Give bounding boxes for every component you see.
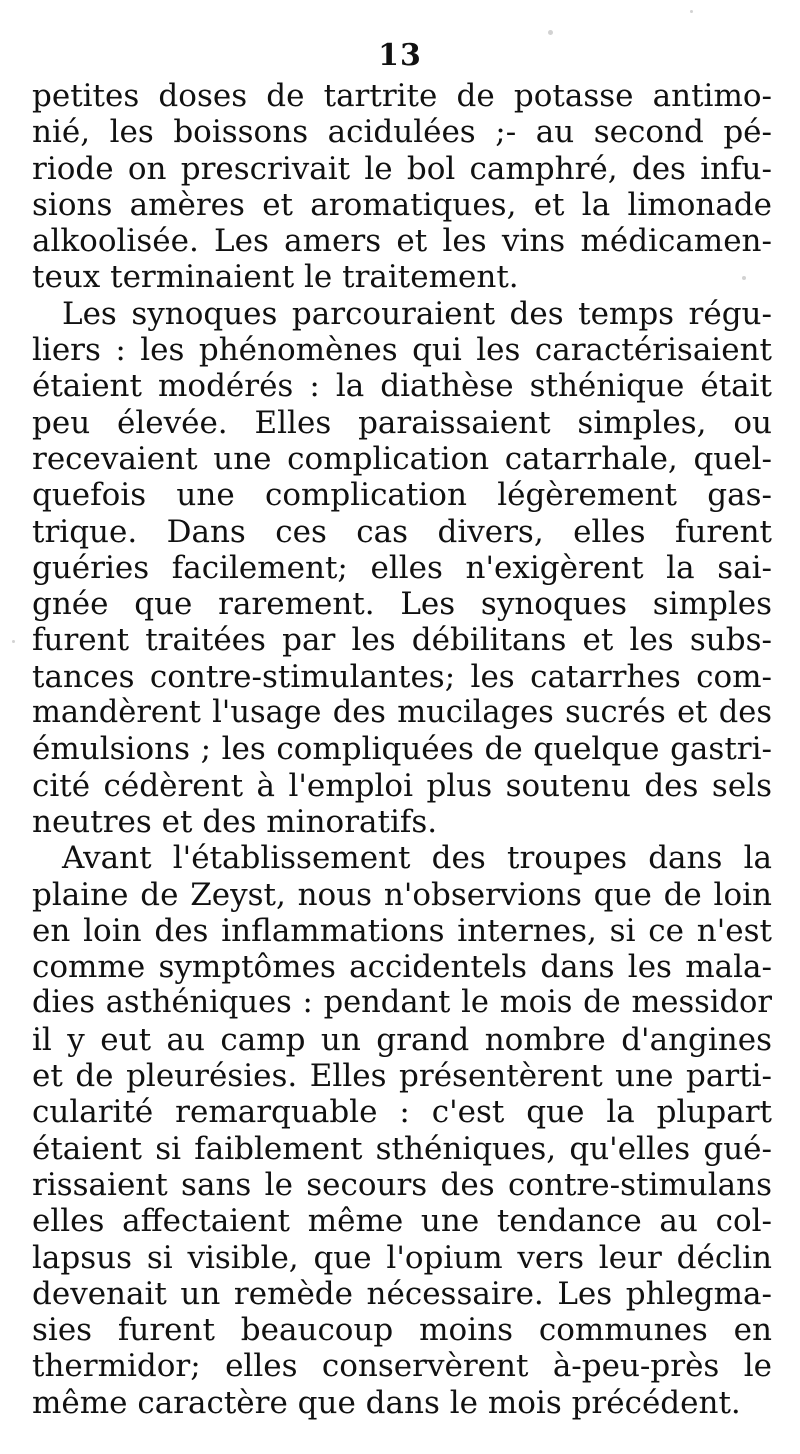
scan-speck [690,10,693,13]
text-line: Avant l'établissement des troupes dans la [62,840,772,877]
text-line: teux terminaient le traitement. [32,259,519,296]
body-text [32,78,772,1421]
text-line: cité cédèrent à l'emploi plus soutenu des sels [32,767,772,804]
text-line: neutres et des minoratifs. [32,803,438,840]
text-line: recevaient une complication catarrhale, quel- [32,440,772,477]
text-line: sions amères et aromatiques, et la limonade [32,186,772,223]
paragraph-1 [32,78,772,296]
text-line: liers : les phénomènes qui les caractérisaient [32,332,772,369]
text-line: plaine de Zeyst, nous n'observions que de loin [32,876,772,913]
text-line: sies furent beaucoup moins communes en [32,1312,772,1349]
text-line: trique. Dans ces cas divers, elles furent [32,513,772,550]
paragraph-3 [32,840,772,1421]
text-line: gnée que rarement. Les synoques simples [32,586,772,623]
scan-speck [12,640,15,643]
text-line: émulsions ; les compliquées de quelque gastri- [32,731,772,768]
text-line: elles affectaient même une tendance au col- [32,1203,772,1240]
text-line: étaient si faiblement sthéniques, qu'elles gué- [32,1130,772,1167]
text-line: étaient modérés : la diathèse sthénique était [32,368,772,405]
text-line: même caractère que dans le mois précédent. [32,1384,741,1421]
text-line: guéries facilement; elles n'exigèrent la sai- [32,549,772,586]
text-line: petites doses de tartrite de potasse antimo- [32,78,772,114]
text-line: peu élevée. Elles paraissaient simples, ou [32,404,772,441]
text-line: il y eut au camp un grand nombre d'angines [32,1021,772,1058]
paragraph-2 [32,296,772,840]
text-line: Les synoques parcouraient des temps régu- [62,295,772,332]
page-number: 13 [378,38,422,73]
text-line: comme symptômes accidentels dans les mala- [32,949,772,986]
text-line: cularité remarquable : c'est que la plupart [32,1094,772,1131]
text-line: lapsus si visible, que l'opium vers leur déclin [32,1239,772,1276]
scan-speck [742,276,746,280]
text-line: devenait un remède nécessaire. Les phlegma- [32,1275,772,1312]
text-line: alkoolisée. Les amers et les vins médicamen- [32,223,772,260]
text-line: mandèrent l'usage des mucilages sucrés et des [32,695,772,731]
text-line: et de pleurésies. Elles présentèrent une parti- [32,1058,772,1095]
text-line: tances contre-stimulantes; les catarrhes com- [32,658,772,695]
text-line: nié, les boissons acidulées ;- au second pé- [32,114,772,151]
text-line: dies asthéniques : pendant le mois de messidor [32,985,772,1021]
text-line: riode on prescrivait le bol camphré, des infu- [32,150,772,187]
text-line: rissaient sans le secours des contre-stimulans [32,1166,772,1203]
text-line: thermidor; elles conservèrent à-peu-près le [32,1348,772,1385]
text-line: quefois une complication légèrement gas- [32,477,772,514]
text-line: en loin des inflammations internes, si ce n'est [32,912,772,949]
text-line: furent traitées par les débilitans et les subs- [32,622,772,659]
scan-speck [548,30,553,35]
